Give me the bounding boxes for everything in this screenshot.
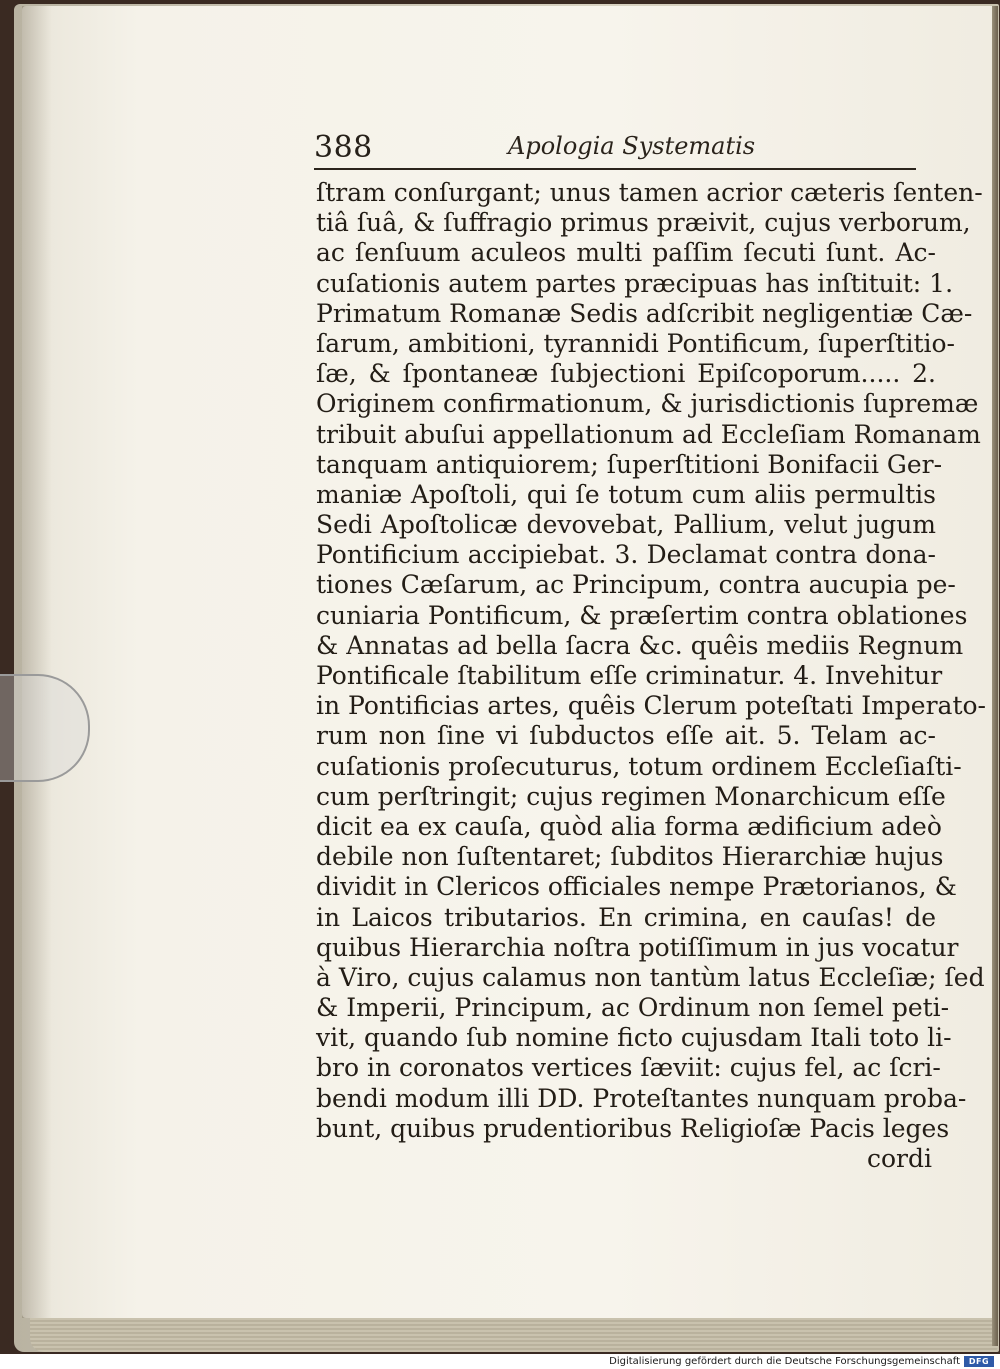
text-line: à Viro, cujus calamus non tantùm latus Eccleſiæ; ſed — [316, 962, 985, 992]
text-line: cum perſtringit; cujus regimen Monarchicum eſſe — [316, 781, 946, 811]
text-line: maniæ Apoſtoli, qui ſe totum cum aliis permultis — [316, 479, 936, 509]
page-edges — [30, 1318, 998, 1352]
text-line: & Annatas ad bella ſacra &c. quêis mediis Regnum — [316, 630, 964, 660]
footer-bar — [0, 1354, 1000, 1369]
text-line: cuniaria Pontificum, & præſertim contra oblationes — [316, 600, 968, 630]
running-head: Apologia Systematis — [508, 132, 756, 160]
text-line: in Pontificias artes, quêis Clerum poteſtati Imperato- — [316, 691, 986, 721]
text-line: in Laicos tributarios. En crimina, en cauſas! de — [316, 902, 936, 932]
text-line: ac ſenſuum aculeos multi paſſim ſecuti ſunt. Ac- — [316, 238, 936, 268]
text-line: & Imperii, Principum, ac Ordinum non ſemel peti- — [316, 993, 950, 1023]
text-line: ſtram conſurgant; unus tamen acrior cæteris ſenten- — [316, 178, 983, 207]
text-line: tiones Cæſarum, ac Principum, contra aucupia pe- — [316, 570, 956, 600]
text-line: bendi modum illi DD. Proteſtantes nunquam proba- — [316, 1083, 967, 1113]
text-line: Primatum Romanæ Sedis adſcribit negligentiæ Cæ- — [316, 298, 973, 328]
text-line: bunt, quibus prudentioribus Religioſæ Pacis leges — [316, 1113, 950, 1143]
text-line: tribuit abuſui appellationum ad Eccleſiam Romanam — [316, 419, 981, 449]
text-line: bro in coronatos vertices ſæviit: cujus fel, ac ſcri- — [316, 1053, 941, 1083]
text-line: tanquam antiquiorem; ſuperſtitioni Bonifacii Ger- — [316, 449, 943, 479]
text-line: cuſationis autem partes præcipuas has inſtituit: 1. — [316, 268, 954, 298]
footer-credit: Digitalisierung gefördert durch die Deutsche Forschungsgemeinschaft — [609, 1356, 960, 1367]
text-line: Pontificale ſtabilitum eſſe criminatur. 4. Invehitur — [316, 661, 943, 690]
gutter-shadow — [22, 6, 52, 1318]
text-line: quibus Hierarchia noſtra potiſſimum in jus vocatur — [316, 932, 959, 962]
body-text — [316, 178, 986, 1174]
text-line: Originem confirmationum, & jurisdictionis ſupremæ — [316, 389, 979, 419]
text-line: vit, quando ſub nomine ficto cujusdam Itali toto li- — [316, 1023, 952, 1053]
page-number: 388 — [314, 130, 373, 165]
text-line: ſæ, & ſpontaneæ ſubjectioni Epiſcoporum..... 2. — [316, 359, 936, 389]
text-line: cordi — [866, 1144, 932, 1173]
page-header — [314, 130, 916, 172]
text-line: tiâ ſuâ, & ſuffragio primus præivit, cujus verborum, — [316, 208, 971, 238]
text-line: dicit ea ex cauſa, quòd alia forma ædificium adeò — [316, 811, 942, 841]
text-line: Pontificium accipiebat. 3. Declamat contra dona- — [316, 540, 936, 570]
page-right-edge — [992, 6, 998, 1346]
text-line: debile non ſuſtentaret; ſubditos Hierarchiæ hujus — [316, 842, 944, 872]
text-line: cuſationis proſecuturus, totum ordinem Eccleſiaſti- — [316, 751, 962, 781]
text-line: ſarum, ambitioni, tyrannidi Pontificum, ſuperſtitio- — [316, 328, 955, 358]
text-line: rum non ſine vi ſubductos eſſe ait. 5. Telam ac- — [316, 721, 936, 751]
text-line: dividit in Clericos officiales nempe Prætorianos, & — [316, 872, 957, 902]
header-rule — [314, 168, 916, 170]
dfg-logo: DFG — [964, 1356, 994, 1367]
text-line: Sedi Apoſtolicæ devovebat, Pallium, velut jugum — [316, 510, 936, 540]
